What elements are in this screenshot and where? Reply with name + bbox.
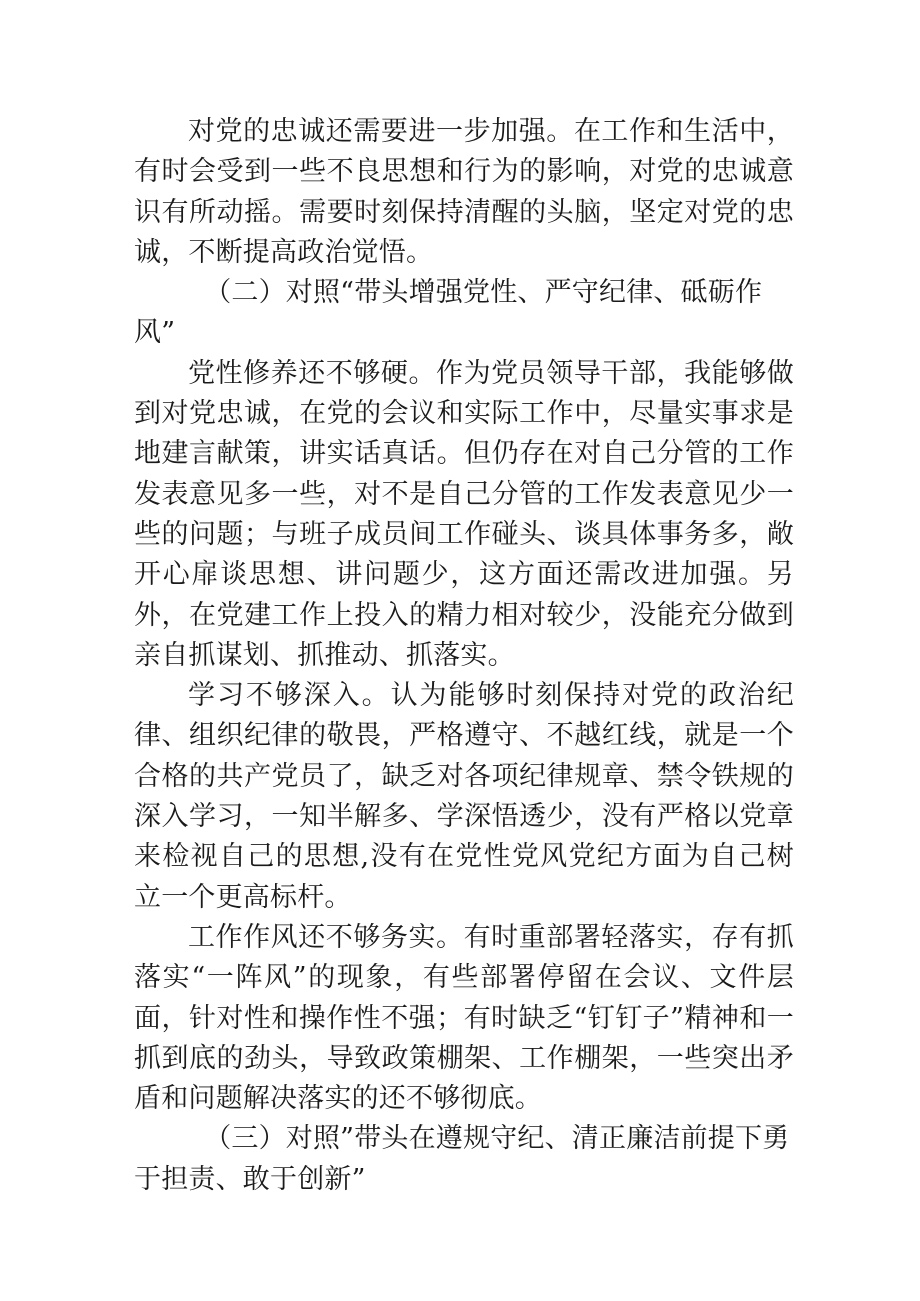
paragraph-study: 学习不够深入。认为能够时刻保持对党的政治纪律、组织纪律的敬畏，严格遵守、不越红线，就是一个合格的共产党员了，缺乏对各项纪律规章、禁令铁规的深入学习，一知半解多、学深悟透少，没有严格以党章来检视自己的思想,没有在党性党风党纪方面为自己树立一个更高标杆。	[134, 680, 794, 913]
section-heading-2: （二）对照“带头增强党性、严守纪律、砥砺作风”	[134, 277, 763, 349]
paragraph-party-loyalty: 对党的忠诚还需要进一步加强。在工作和生活中，有时会受到一些不良思想和行为的影响，对党的忠诚意识有所动摇。需要时刻保持清醒的头脑，坚定对党的忠诚，不断提高政治觉悟。	[134, 116, 794, 268]
document-body	[134, 112, 794, 1200]
paragraph-party-spirit: 党性修养还不够硬。作为党员领导干部，我能够做到对党忠诚，在党的会议和实际工作中，尽量实事求是地建言献策，讲实话真话。但仍存在对自己分管的工作发表意见多一些，对不是自己分管的工作发表意见少一些的问题；与班子成员间工作碰头、谈具体事务多，敞开心扉谈思想、讲问题少，这方面还需改进加强。另外，在党建工作上投入的精力相对较少，没能充分做到亲自抓谋划、抓推动、抓落实。	[134, 357, 794, 671]
section-heading-3: （三）对照”带头在遵规守纪、清正廉洁前提下勇于担责、敢于创新”	[134, 1123, 790, 1195]
paragraph-work-style: 工作作风还不够务实。有时重部署轻落实，存有抓落实“一阵风”的现象，有些部署停留在会议、文件层面，针对性和操作性不强；有时缺乏“钉钉子”精神和一抓到底的劲头，导致政策棚架、工作棚架，一些突出矛盾和问题解决落实的还不够彻底。	[134, 921, 794, 1115]
